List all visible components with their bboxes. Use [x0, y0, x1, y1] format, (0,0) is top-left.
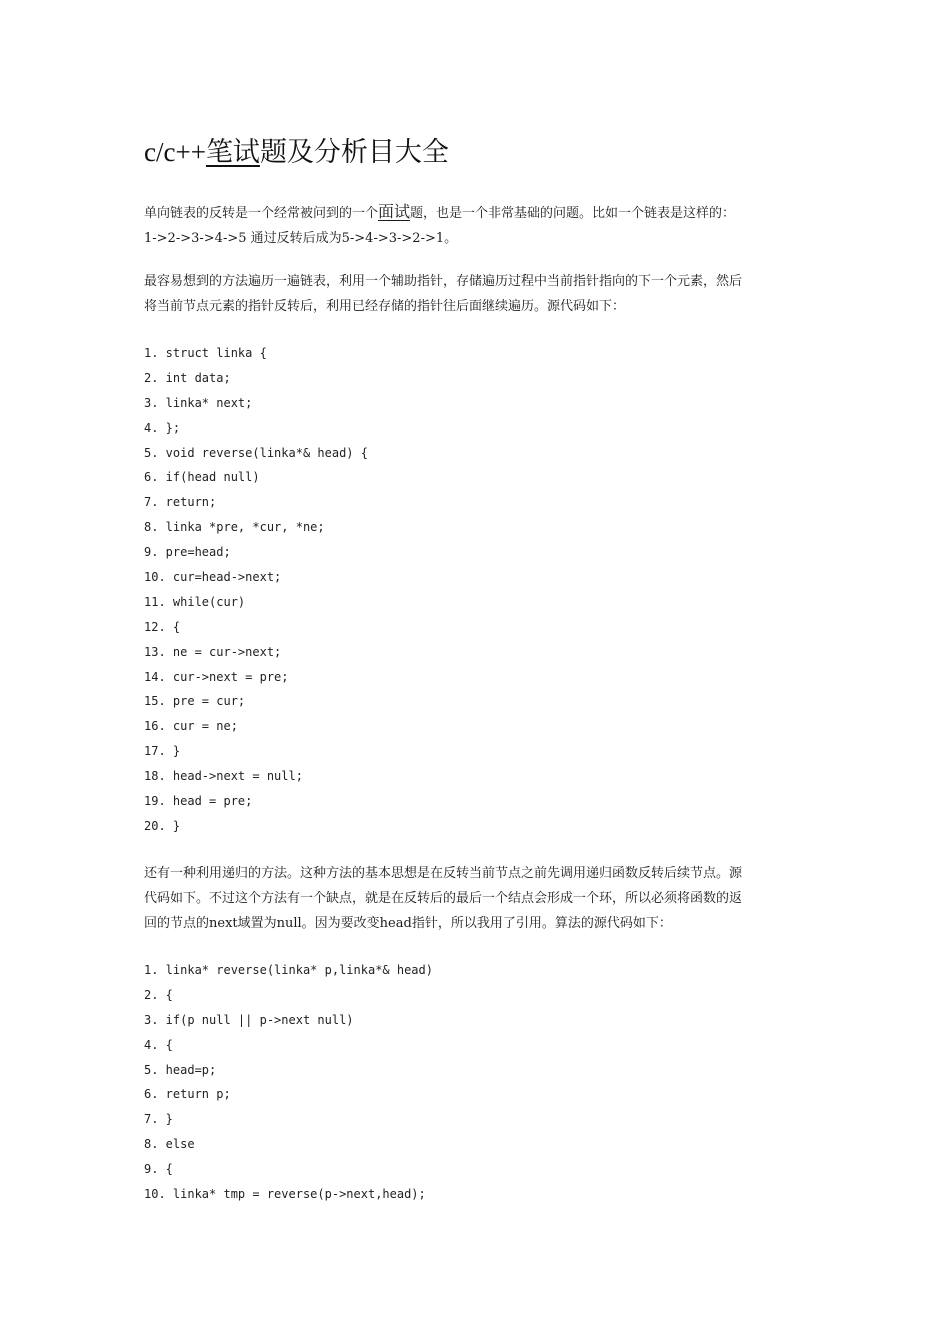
method-paragraph	[144, 269, 814, 319]
intro-paragraph	[144, 199, 814, 251]
recursive-paragraph	[144, 861, 814, 936]
recursive-line-3: 回的节点的next域置为null。因为要改变head指针，所以我用了引用。算法的源代码如下：	[144, 916, 672, 931]
code-line: 8. linka *pre, *cur, *ne;	[144, 520, 325, 535]
title-underlined-word: 笔试	[205, 137, 260, 167]
code-line: 17. }	[144, 744, 181, 759]
code-line: 18. head->next = null;	[144, 769, 303, 784]
method-line-1: 最容易想到的方法遍历一遍链表，利用一个辅助指针，存储遍历过程中当前指针指向的下一个元素，然后	[144, 274, 743, 289]
code-line: 5. head=p;	[144, 1062, 217, 1077]
code-line: 3. if(p null || p->next null)	[144, 1012, 354, 1027]
code-line: 9. {	[144, 1162, 173, 1177]
intro-line-2: 1->2->3->4->5 通过反转后成为5->4->3->2->1。	[144, 231, 458, 246]
code-line: 2. int data;	[144, 370, 231, 385]
code-line: 3. linka* next;	[144, 395, 253, 410]
code-block-recursive	[144, 958, 764, 1207]
code-line: 9. pre=head;	[144, 545, 231, 560]
code-line: 10. linka* tmp = reverse(p->next,head);	[144, 1187, 426, 1202]
title-suffix: 题及分析目大全	[259, 137, 449, 167]
code-block-iterative	[144, 341, 764, 839]
code-line: 4. };	[144, 420, 181, 435]
method-line-2: 将当前节点元素的指针反转后，利用已经存储的指针往后面继续遍历。源代码如下：	[144, 299, 626, 314]
code-line: 6. if(head null)	[144, 470, 260, 485]
title-prefix: c/c++	[144, 137, 206, 167]
intro-line-1	[144, 199, 814, 226]
code-line: 4. {	[144, 1037, 173, 1052]
page-title	[144, 132, 449, 172]
code-line: 1. linka* reverse(linka* p,linka*& head)	[144, 963, 433, 977]
code-line: 14. cur->next = pre;	[144, 669, 289, 684]
intro-underlined-word: 面试	[378, 202, 411, 221]
code-line: 20. }	[144, 818, 181, 833]
recursive-line-2: 代码如下。不过这个方法有一个缺点，就是在反转后的最后一个结点会形成一个环，所以必须将函数的返	[144, 891, 743, 906]
code-line: 10. cur=head->next;	[144, 570, 282, 585]
code-line: 13. ne = cur->next;	[144, 644, 282, 659]
code-line: 2. {	[144, 987, 173, 1002]
code-line: 8. else	[144, 1137, 195, 1152]
recursive-line-1: 还有一种利用递归的方法。这种方法的基本思想是在反转当前节点之前先调用递归函数反转后续节点。源	[144, 866, 743, 881]
code-line: 7. return;	[144, 495, 217, 510]
intro-text: 单向链表的反转是一个经常被问到的一个	[144, 206, 379, 221]
code-line: 11. while(cur)	[144, 594, 246, 609]
code-line: 12. {	[144, 619, 181, 634]
code-line: 7. }	[144, 1112, 173, 1127]
code-line: 6. return p;	[144, 1087, 231, 1102]
code-line: 16. cur = ne;	[144, 719, 238, 734]
code-line: 19. head = pre;	[144, 794, 253, 809]
code-line: 1. struct linka {	[144, 346, 267, 360]
code-line: 5. void reverse(linka*& head) {	[144, 445, 368, 460]
intro-text-after: 题，也是一个非常基础的问题。比如一个链表是这样的：	[410, 206, 736, 221]
code-line: 15. pre = cur;	[144, 694, 246, 709]
